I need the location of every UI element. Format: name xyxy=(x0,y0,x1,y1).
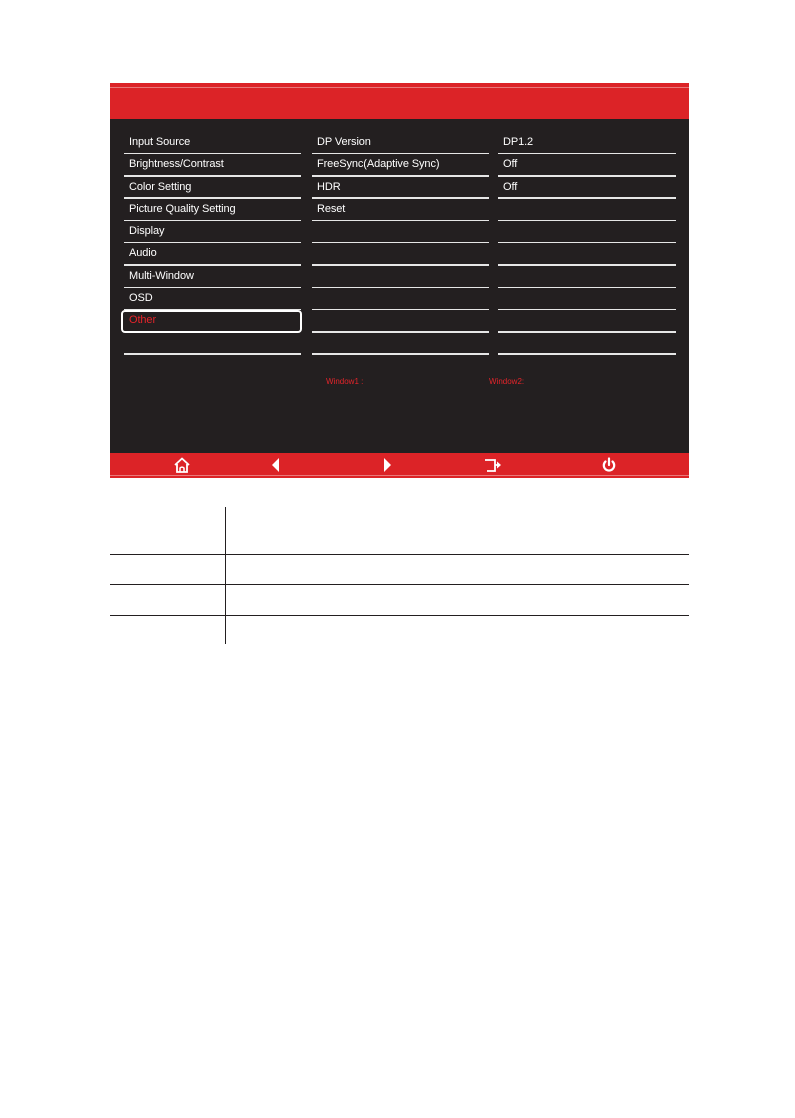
table-column-divider xyxy=(225,507,226,644)
osd-menu xyxy=(110,81,689,478)
value-item xyxy=(498,199,676,221)
main-menu-item[interactable] xyxy=(124,177,301,199)
sub-menu-item-label: HDR xyxy=(317,180,341,193)
selection-highlight xyxy=(121,310,302,333)
sub-menu-item xyxy=(312,288,489,310)
power-icon[interactable] xyxy=(600,456,618,474)
main-menu-item-label: Display xyxy=(129,225,165,238)
window2-label: Window2: xyxy=(489,377,525,386)
value-item xyxy=(498,266,676,288)
sub-menu-column xyxy=(312,132,489,355)
window1-label: Window1 : xyxy=(326,377,364,386)
sub-menu-item[interactable] xyxy=(312,199,489,221)
osd-header-bar xyxy=(110,81,689,119)
table-row-divider xyxy=(110,584,689,585)
main-menu-item[interactable] xyxy=(124,154,301,176)
main-menu-item-label: Other xyxy=(129,314,157,327)
main-menu-item[interactable] xyxy=(124,288,301,310)
main-menu-item-label: Brightness/Contrast xyxy=(129,158,224,171)
main-menu-item-label: Color Setting xyxy=(129,180,192,193)
value-item[interactable] xyxy=(498,177,676,199)
osd-footer-bar xyxy=(110,453,689,478)
sub-menu-item xyxy=(312,243,489,265)
main-menu-item-label: Multi-Window xyxy=(129,269,194,282)
main-menu-item-label: Audio xyxy=(129,247,157,260)
value-item-label: Off xyxy=(503,180,518,193)
sub-menu-item[interactable] xyxy=(312,154,489,176)
sub-menu-item[interactable] xyxy=(312,177,489,199)
table-row-divider xyxy=(110,554,689,555)
main-menu-item[interactable] xyxy=(124,333,301,355)
main-menu-item-label: Picture Quality Setting xyxy=(129,202,236,215)
value-item xyxy=(498,310,676,332)
value-item-label: DP1.2 xyxy=(503,136,534,148)
table-row-divider xyxy=(110,615,689,616)
value-item[interactable] xyxy=(498,154,676,176)
main-menu-item-label: Input Source xyxy=(129,136,191,148)
left-arrow-icon[interactable] xyxy=(267,456,285,474)
main-menu-item[interactable] xyxy=(124,266,301,288)
sub-menu-item xyxy=(312,266,489,288)
main-menu-item[interactable] xyxy=(124,199,301,221)
right-arrow-icon[interactable] xyxy=(378,456,396,474)
sub-menu-item-label: DP Version xyxy=(317,136,371,148)
sub-menu-item-label: Reset xyxy=(317,202,346,215)
value-column xyxy=(498,132,676,355)
main-menu-item[interactable] xyxy=(124,243,301,265)
sub-menu-item xyxy=(312,221,489,243)
sub-menu-item xyxy=(312,333,489,355)
value-item xyxy=(498,333,676,355)
info-table xyxy=(110,507,689,645)
sub-menu-item-label: FreeSync(Adaptive Sync) xyxy=(317,158,440,171)
value-item xyxy=(498,243,676,265)
main-menu-item[interactable] xyxy=(124,132,301,154)
value-item[interactable] xyxy=(498,132,676,154)
main-menu-item-label: OSD xyxy=(129,292,153,305)
exit-icon[interactable] xyxy=(484,456,502,474)
main-menu-item[interactable] xyxy=(124,221,301,243)
sub-menu-item xyxy=(312,310,489,332)
sub-menu-item[interactable] xyxy=(312,132,489,154)
home-icon[interactable] xyxy=(173,456,191,474)
value-item-label: Off xyxy=(503,158,518,171)
value-item xyxy=(498,221,676,243)
value-item xyxy=(498,288,676,310)
